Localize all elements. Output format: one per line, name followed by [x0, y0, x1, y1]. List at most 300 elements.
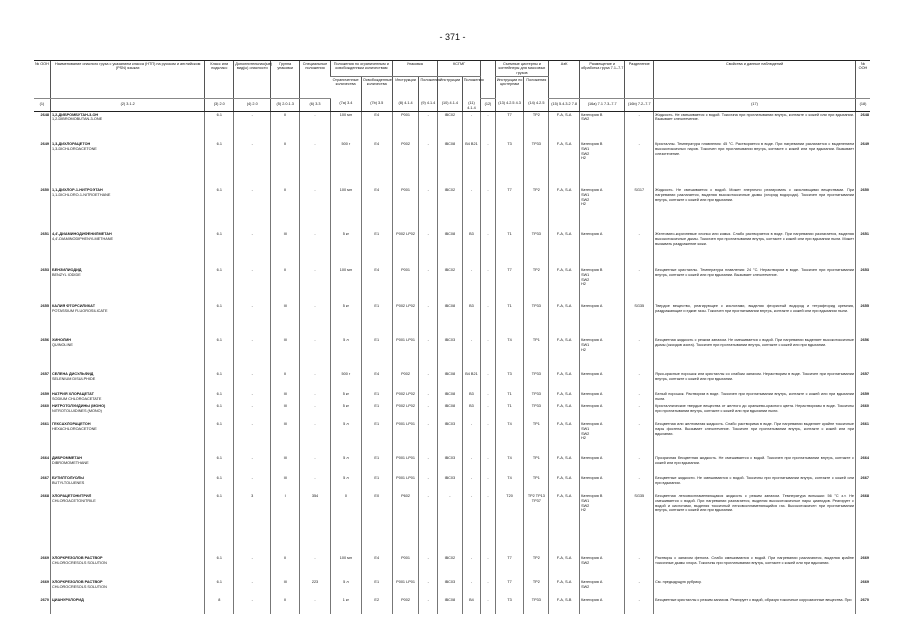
substance-name-en: QUINOLINE: [51, 342, 73, 347]
packing-provision: -: [419, 188, 438, 232]
excepted-quantity: E4: [361, 112, 392, 142]
header-ibc: КСГМГ: [438, 61, 481, 77]
header-un-number: № ООН: [34, 61, 50, 99]
segregation: SG35: [625, 494, 654, 556]
stowage: [580, 556, 625, 580]
column-code: (7a) 3.4: [330, 98, 361, 111]
special-provisions: 223: [300, 580, 331, 598]
stowage: [580, 232, 625, 268]
header-ibc-instructions: Инструкции: [438, 77, 463, 99]
table-row: [34, 404, 870, 422]
ibc-instruction: IBC03: [438, 338, 463, 372]
column-code: (4) 2.0: [234, 98, 271, 111]
stowage-code: H2: [581, 202, 586, 207]
col12-value: -: [481, 404, 495, 422]
stowage-code: SW2: [581, 503, 590, 508]
packing-provision: -: [419, 304, 438, 338]
segregation: -: [625, 404, 654, 422]
class: 6.1: [205, 372, 234, 392]
col12-value: -: [481, 268, 495, 304]
stowage-code: SW1: [581, 342, 590, 347]
properties-observations: Бесцветная или желтоватая жидкость. Слабо растворима в воде. При нагревании выделяет крайне токсичные пары фосгена. Вызывает слезотечение. Токсичен при проглатывании внутрь, контакте с кожей или при вдыхании.: [654, 422, 856, 456]
table-row: [34, 598, 870, 614]
class: 6.1: [205, 112, 234, 142]
tank-provision: TP2: [524, 112, 549, 142]
header-excepted-quantities: Освобожденные количества: [361, 77, 392, 99]
special-provisions: -: [300, 338, 331, 372]
un-number: 2659: [40, 392, 49, 397]
substance-name-ru: БУТИЛТОЛУОЛЫ: [51, 476, 84, 481]
excepted-quantity: E2: [361, 598, 392, 614]
ems-code: F-A, S-A: [549, 304, 580, 338]
un-number: 2655: [40, 304, 49, 309]
header-tank-provisions: Положения: [524, 77, 549, 99]
un-number: 2651: [40, 232, 49, 237]
limited-quantity: 5 кг: [330, 304, 361, 338]
substance-name-en: SODIUM CHLOROACETATE: [51, 396, 102, 401]
ibc-provision: -: [462, 268, 481, 304]
header-ems: АэК: [549, 61, 580, 99]
ibc-provision: B4 B21: [462, 142, 481, 188]
substance-name: [50, 556, 204, 580]
packing-instruction: P002: [392, 372, 419, 392]
table-row: [34, 112, 870, 142]
packing-group: III: [271, 422, 300, 456]
header-segregation: Разделение: [625, 61, 654, 99]
limited-quantity: 100 мл: [330, 112, 361, 142]
column-code: (7b) 3.5: [361, 98, 392, 111]
stowage: [580, 494, 625, 556]
stowage-code: Категория A: [581, 556, 603, 561]
header-class: Класс или подкласс: [205, 61, 234, 99]
tank-instruction: T1: [495, 232, 524, 268]
table-row: [34, 422, 870, 456]
limited-quantity: 5 л: [330, 580, 361, 598]
header-ibc-provisions: Положения: [462, 77, 481, 99]
un-number-right: 2659: [855, 392, 870, 404]
substance-name-ru: НИТРОТОЛУИДИНЫ (МОНО): [51, 404, 106, 409]
column-code: (13) 4.2.5 4.3: [495, 98, 524, 111]
header-packing-group: Группа упаковки: [271, 61, 300, 99]
tank-provision: TP33: [524, 392, 549, 404]
un-number: 2653: [40, 268, 49, 273]
packing-group: III: [271, 304, 300, 338]
tank-provision: TP2: [524, 268, 549, 304]
substance-name-en: 1,3-DICHLOROACETONE: [51, 146, 97, 151]
packing-group: II: [271, 268, 300, 304]
packing-group: II: [271, 372, 300, 392]
properties-observations: Твердое вещество, реагирующее с кислотами, выделяя фтористый водород и тетрафторид кремния, раздражающие и едкие газы. Токсичен при проглатывании внутрь, контакте с кожей или при вдыхании пыли.: [654, 304, 856, 338]
limited-quantity: 500 г: [330, 142, 361, 188]
ibc-provision: B3: [462, 232, 481, 268]
segregation: -: [625, 338, 654, 372]
substance-name: [50, 598, 204, 614]
un-number-right: 2668: [855, 494, 870, 556]
substance-name: [50, 268, 204, 304]
substance-name: [50, 404, 204, 422]
un-number: 2668: [40, 494, 49, 499]
substance-name-ru: 1,3-ДИХЛОРАЦЕТОН: [51, 142, 91, 147]
packing-provision: -: [419, 372, 438, 392]
segregation: -: [625, 556, 654, 580]
ibc-provision: B3: [462, 404, 481, 422]
un-number-right: 2664: [855, 456, 870, 476]
excepted-quantity: E1: [361, 232, 392, 268]
un-number-right: 2667: [855, 476, 870, 494]
col12-value: -: [481, 188, 495, 232]
tank-instruction: T20: [495, 494, 524, 556]
packing-provision: -: [419, 494, 438, 556]
properties-observations: Бесцветные кристаллы. Температура плавления: 24 °C. Нерастворим в воде. Токсичен при проглатывании внутрь, контакте с кожей или при вдыхании. Вызывает слезотечение.: [654, 268, 856, 304]
ems-code: F-A, S-A: [549, 268, 580, 304]
limited-quantity: 5 кг: [330, 404, 361, 422]
stowage: [580, 372, 625, 392]
col12-value: -: [481, 556, 495, 580]
tank-instruction: T1: [495, 304, 524, 338]
table-body: [34, 112, 870, 614]
substance-name-en: BENZYL IODIDE: [51, 272, 81, 277]
tank-instruction: T7: [495, 556, 524, 580]
column-codes-row: [34, 98, 870, 111]
un-number-right: 2650: [855, 188, 870, 232]
segregation: -: [625, 142, 654, 188]
ems-code: F-A, S-A: [549, 494, 580, 556]
un-number-right: 2649: [855, 142, 870, 188]
substance-name-en: CHLOROACETONITRILE: [51, 498, 96, 503]
column-code: (11) 4.1.4: [462, 98, 481, 111]
ibc-instruction: -: [438, 494, 463, 556]
stowage-code: Категория A: [581, 456, 603, 461]
substance-name-ru: ХЛОРКРЕЗОЛОВ РАСТВОР: [51, 556, 103, 561]
un-number-right: 2655: [855, 304, 870, 338]
ibc-provision: -: [462, 556, 481, 580]
header-stowage: Размещение и обработка груза 7.1–7.7: [580, 61, 625, 99]
subsidiary-risk: 3: [234, 494, 271, 556]
un-number: 2669: [40, 556, 49, 561]
stowage-code: H2: [581, 156, 586, 161]
un-number: 2648: [40, 112, 49, 117]
special-provisions: -: [300, 392, 331, 404]
header-limited-quantities: Ограниченные количества: [332, 77, 359, 87]
packing-group: III: [271, 232, 300, 268]
table-row: [34, 494, 870, 556]
class: 6.1: [205, 476, 234, 494]
excepted-quantity: E4: [361, 268, 392, 304]
tank-provision: TP2: [524, 188, 549, 232]
tank-provision: TP2: [524, 556, 549, 580]
ibc-provision: -: [462, 580, 481, 598]
stowage: [580, 338, 625, 372]
limited-quantity: 100 мл: [330, 188, 361, 232]
special-provisions: -: [300, 372, 331, 392]
excepted-quantity: E1: [361, 404, 392, 422]
un-number: 2669: [40, 580, 49, 585]
stowage-code: SW1: [581, 498, 590, 503]
ems-code: F-A, S-A: [549, 456, 580, 476]
un-number: 2649: [40, 142, 49, 147]
packing-group: I: [271, 494, 300, 556]
ems-code: F-A, S-A: [549, 188, 580, 232]
stowage: [580, 268, 625, 304]
packing-group: II: [271, 112, 300, 142]
properties-observations: Прозрачная бесцветная жидкость. Не смешивается с водой. Токсичен при проглатывании внутрь, контакте с кожей или при вдыхании.: [654, 456, 856, 476]
substance-name: [50, 372, 204, 392]
un-number-right: 2669: [855, 580, 870, 598]
subsidiary-risk: -: [234, 372, 271, 392]
excepted-quantity: E4: [361, 372, 392, 392]
table-row: [34, 304, 870, 338]
ems-code: F-A, S-A: [549, 142, 580, 188]
tank-provision: TP33: [524, 142, 549, 188]
class: 6.1: [205, 404, 234, 422]
properties-observations: Бесцветная жидкость с резким запахом. Не смешивается с водой. При нагревании выделяет высокотоксичные дымы (оксидов азота). Токсичен при проглатывании внутрь, контакте с кожей или при вдыхании.: [654, 338, 856, 372]
excepted-quantity: E1: [361, 476, 392, 494]
column-code: (12): [481, 98, 495, 111]
packing-provision: -: [419, 112, 438, 142]
column-code: (5) 2.0.1.3: [271, 98, 300, 111]
packing-provision: -: [419, 404, 438, 422]
substance-name-en: POTASSIUM FLUOROSILICATE: [51, 308, 108, 313]
stowage-code: Категория A: [581, 338, 603, 343]
col12-value: -: [481, 456, 495, 476]
limited-quantity: 5 л: [330, 476, 361, 494]
packing-instruction: P001: [392, 556, 419, 580]
col12-value: -: [481, 392, 495, 404]
segregation: SG17: [625, 188, 654, 232]
limited-quantity: 100 мл: [330, 268, 361, 304]
properties-observations: Кристаллы. Температура плавления: 45 °C. Растворяется в воде. При нагревании разлагается с выделением высокотоксичных паров. Токсичен при проглатывании внутрь, контакте с кожей или при вдыхании. Вызывает слезотечение.: [654, 142, 856, 188]
packing-instruction: P001 LP01: [392, 338, 419, 372]
properties-observations: Растворы с запахом фенола. Слабо смешиваются с водой. При нагревании разлагаются, выделяя крайне токсичные дымы хлора. Токсичны при проглатывании внутрь, контакте с кожей или при вдыхании.: [654, 556, 856, 580]
tank-provision: TP2: [524, 580, 549, 598]
substance-name-ru: СЕЛЕНА ДИСУЛЬФИД: [51, 372, 94, 377]
un-number-right: 2653: [855, 268, 870, 304]
substance-name-ru: КАЛИЯ ФТОРСИЛИКАТ: [51, 304, 96, 309]
tank-provision: TP2 TP13 TP37: [524, 494, 549, 556]
stowage-code: H2: [581, 282, 586, 287]
un-number: 2656: [40, 338, 49, 343]
properties-observations: Бесцветные жидкости. Не смешиваются с водой. Токсичны при проглатывании внутрь, контакте с кожей или при вдыхании.: [654, 476, 856, 494]
tank-instruction: T4: [495, 422, 524, 456]
segregation: -: [625, 476, 654, 494]
class: 6.1: [205, 338, 234, 372]
subsidiary-risk: -: [234, 556, 271, 580]
ibc-instruction: IBC03: [438, 476, 463, 494]
packing-provision: -: [419, 556, 438, 580]
properties-observations: Белый порошок. Растворим в воде. Токсичен при проглатывании внутрь, контакте с кожей или при вдыхании пыли.: [654, 392, 856, 404]
col12-value: -: [481, 142, 495, 188]
substance-name-en: CHLOROCRESOLS SOLUTION: [51, 584, 107, 589]
ems-code: F-A, S-A: [549, 392, 580, 404]
column-code: (2) 3.1.2: [50, 98, 204, 111]
class: 6.1: [205, 456, 234, 476]
excepted-quantity: E1: [361, 392, 392, 404]
col12-value: -: [481, 598, 495, 614]
ibc-instruction: IBC02: [438, 112, 463, 142]
excepted-quantity: E0: [361, 494, 392, 556]
tank-instruction: T1: [495, 404, 524, 422]
substance-name: [50, 422, 204, 456]
table-row: [34, 142, 870, 188]
stowage-code: Категория B: [581, 112, 603, 117]
segregation: -: [625, 112, 654, 142]
stowage-code: H2: [581, 347, 586, 352]
ibc-instruction: IBC08: [438, 142, 463, 188]
excepted-quantity: E1: [361, 456, 392, 476]
subsidiary-risk: -: [234, 476, 271, 494]
tank-provision: TP1: [524, 456, 549, 476]
packing-instruction: P002 LP02: [392, 304, 419, 338]
limited-quantity: 5 кг: [330, 392, 361, 404]
special-provisions: -: [300, 142, 331, 188]
ibc-instruction: IBC08: [438, 304, 463, 338]
ems-code: F-A, S-A: [549, 338, 580, 372]
header-subsidiary-risk: Дополнительная(ые) вид(ы) опасности: [234, 61, 271, 99]
un-number-right: 2656: [855, 338, 870, 372]
substance-name: [50, 456, 204, 476]
substance-name: [50, 476, 204, 494]
excepted-quantity: E1: [361, 304, 392, 338]
ibc-provision: -: [462, 476, 481, 494]
limited-quantity: 5 кг: [330, 232, 361, 268]
ibc-instruction: IBC02: [438, 268, 463, 304]
properties-observations: Бесцветные кристаллы с резким запахом. Реагирует с водой, образуя токсичные коррозионные вещества. При: [654, 598, 856, 614]
excepted-quantity: E4: [361, 556, 392, 580]
packing-instruction: P002 LP02: [392, 392, 419, 404]
special-provisions: 354: [300, 494, 331, 556]
stowage-code: Категория A: [581, 476, 603, 481]
packing-instruction: P001 LP01: [392, 580, 419, 598]
un-number: 2650: [40, 188, 49, 193]
class: 6.1: [205, 580, 234, 598]
limited-quantity: 500 г: [330, 372, 361, 392]
ems-code: F-A, S-A: [549, 476, 580, 494]
substance-name-ru: 4,4'-ДИАМИНОДИФЕНИЛМЕТАН: [51, 232, 112, 237]
packing-instruction: P602: [392, 494, 419, 556]
packing-provision: -: [419, 456, 438, 476]
column-code: (8) 4.1.4: [392, 98, 419, 111]
limited-quantity: 100 мл: [330, 556, 361, 580]
segregation: -: [625, 456, 654, 476]
table-row: [34, 268, 870, 304]
ibc-provision: -: [462, 338, 481, 372]
subsidiary-risk: -: [234, 268, 271, 304]
ems-code: F-A, S-A: [549, 580, 580, 598]
header-tank-instructions: Инструкции по цистернам: [495, 77, 524, 99]
class: 6.1: [205, 422, 234, 456]
column-code: (9) 4.1.4: [419, 98, 438, 111]
substance-name-ru: ГЕКСАХЛОРАЦЕТОН: [51, 422, 91, 427]
class: 6.1: [205, 494, 234, 556]
packing-instruction: P001 LP01: [392, 476, 419, 494]
packing-provision: -: [419, 392, 438, 404]
packing-group: III: [271, 456, 300, 476]
ems-code: F-A, S-B: [549, 598, 580, 614]
stowage-code: Категория A: [581, 304, 603, 309]
limited-quantity: 0: [330, 494, 361, 556]
stowage-code: SW2: [581, 197, 590, 202]
ibc-instruction: IBC02: [438, 556, 463, 580]
ibc-instruction: IBC08: [438, 232, 463, 268]
stowage-code: Категория A: [581, 372, 603, 377]
packing-provision: -: [419, 268, 438, 304]
substance-name-en: BUTYLTOLUENES: [51, 480, 85, 485]
substance-name: [50, 338, 204, 372]
subsidiary-risk: -: [234, 392, 271, 404]
page-number: - 371 -: [439, 32, 466, 42]
subsidiary-risk: -: [234, 338, 271, 372]
tank-instruction: T7: [495, 268, 524, 304]
column-code: (16b) 7.2–7.7: [625, 98, 654, 111]
dangerous-goods-table: [34, 60, 870, 614]
properties-observations: Желтовато-коричневые хлопья или комья. Слабо растворяется в воде. При нагревании разлагается, выделяя высокотоксичные дымы. Токсичен при проглатывании внутрь, контакте с кожей или при вдыхании пыли. Может вызывать раздражение кожи.: [654, 232, 856, 268]
stowage: [580, 188, 625, 232]
tank-instruction: T3: [495, 142, 524, 188]
packing-provision: -: [419, 422, 438, 456]
table-row: [34, 188, 870, 232]
substance-name-ru: ЦИАНУРХЛОРИД: [51, 598, 84, 603]
header-special-provisions: Специальные положения: [300, 61, 331, 99]
ibc-instruction: IBC03: [438, 422, 463, 456]
substance-name: [50, 580, 204, 598]
segregation: -: [625, 232, 654, 268]
subsidiary-risk: -: [234, 304, 271, 338]
special-provisions: -: [300, 556, 331, 580]
header-limited-excepted: Положения по ограниченным и освобожденным количествам: [330, 61, 392, 77]
ems-code: F-A, S-A: [549, 232, 580, 268]
substance-name: [50, 142, 204, 188]
col12-value: -: [481, 422, 495, 456]
ibc-instruction: IBC08: [438, 598, 463, 614]
table-row: [34, 232, 870, 268]
packing-group: II: [271, 142, 300, 188]
stowage-code: Категория A: [581, 598, 603, 603]
packing-group: III: [271, 338, 300, 372]
tank-provision: TP33: [524, 304, 549, 338]
table-row: [34, 476, 870, 494]
stowage-code: SW2: [581, 584, 590, 589]
column-code: (18): [855, 98, 870, 111]
special-provisions: -: [300, 232, 331, 268]
ems-code: F-A, S-A: [549, 422, 580, 456]
excepted-quantity: E4: [361, 188, 392, 232]
substance-name-ru: ДИБРОММЕТАН: [51, 456, 82, 461]
substance-name-en: 1,2-DIBROMOBUTAN-3-ONE: [51, 117, 103, 122]
segregation: -: [625, 392, 654, 404]
col12-value: -: [481, 580, 495, 598]
col12-value: -: [481, 372, 495, 392]
substance-name-en: DIBROMOMETHANE: [51, 460, 89, 465]
substance-name-ru: 1,2-ДИБРОМБУТАН-3-ОН: [51, 112, 99, 117]
un-number-right: 2648: [855, 112, 870, 142]
special-provisions: -: [300, 456, 331, 476]
substance-name-en: SELENIUM DISULPHIDE: [51, 376, 96, 381]
un-number: 2664: [40, 456, 49, 461]
tank-provision: TP33: [524, 404, 549, 422]
tank-instruction: T4: [495, 456, 524, 476]
ems-code: F-A, S-A: [549, 372, 580, 392]
stowage: [580, 142, 625, 188]
stowage-code: Категория A: [581, 188, 603, 193]
tank-provision: TP33: [524, 598, 549, 614]
substance-name-en: CHLOROCRESOLS SOLUTION: [51, 560, 107, 565]
subsidiary-risk: -: [234, 112, 271, 142]
segregation: -: [625, 268, 654, 304]
header-un-number-right: № ООН: [855, 61, 870, 99]
ibc-provision: B4 B21: [462, 372, 481, 392]
packing-provision: -: [419, 232, 438, 268]
tank-instruction: T7: [495, 112, 524, 142]
